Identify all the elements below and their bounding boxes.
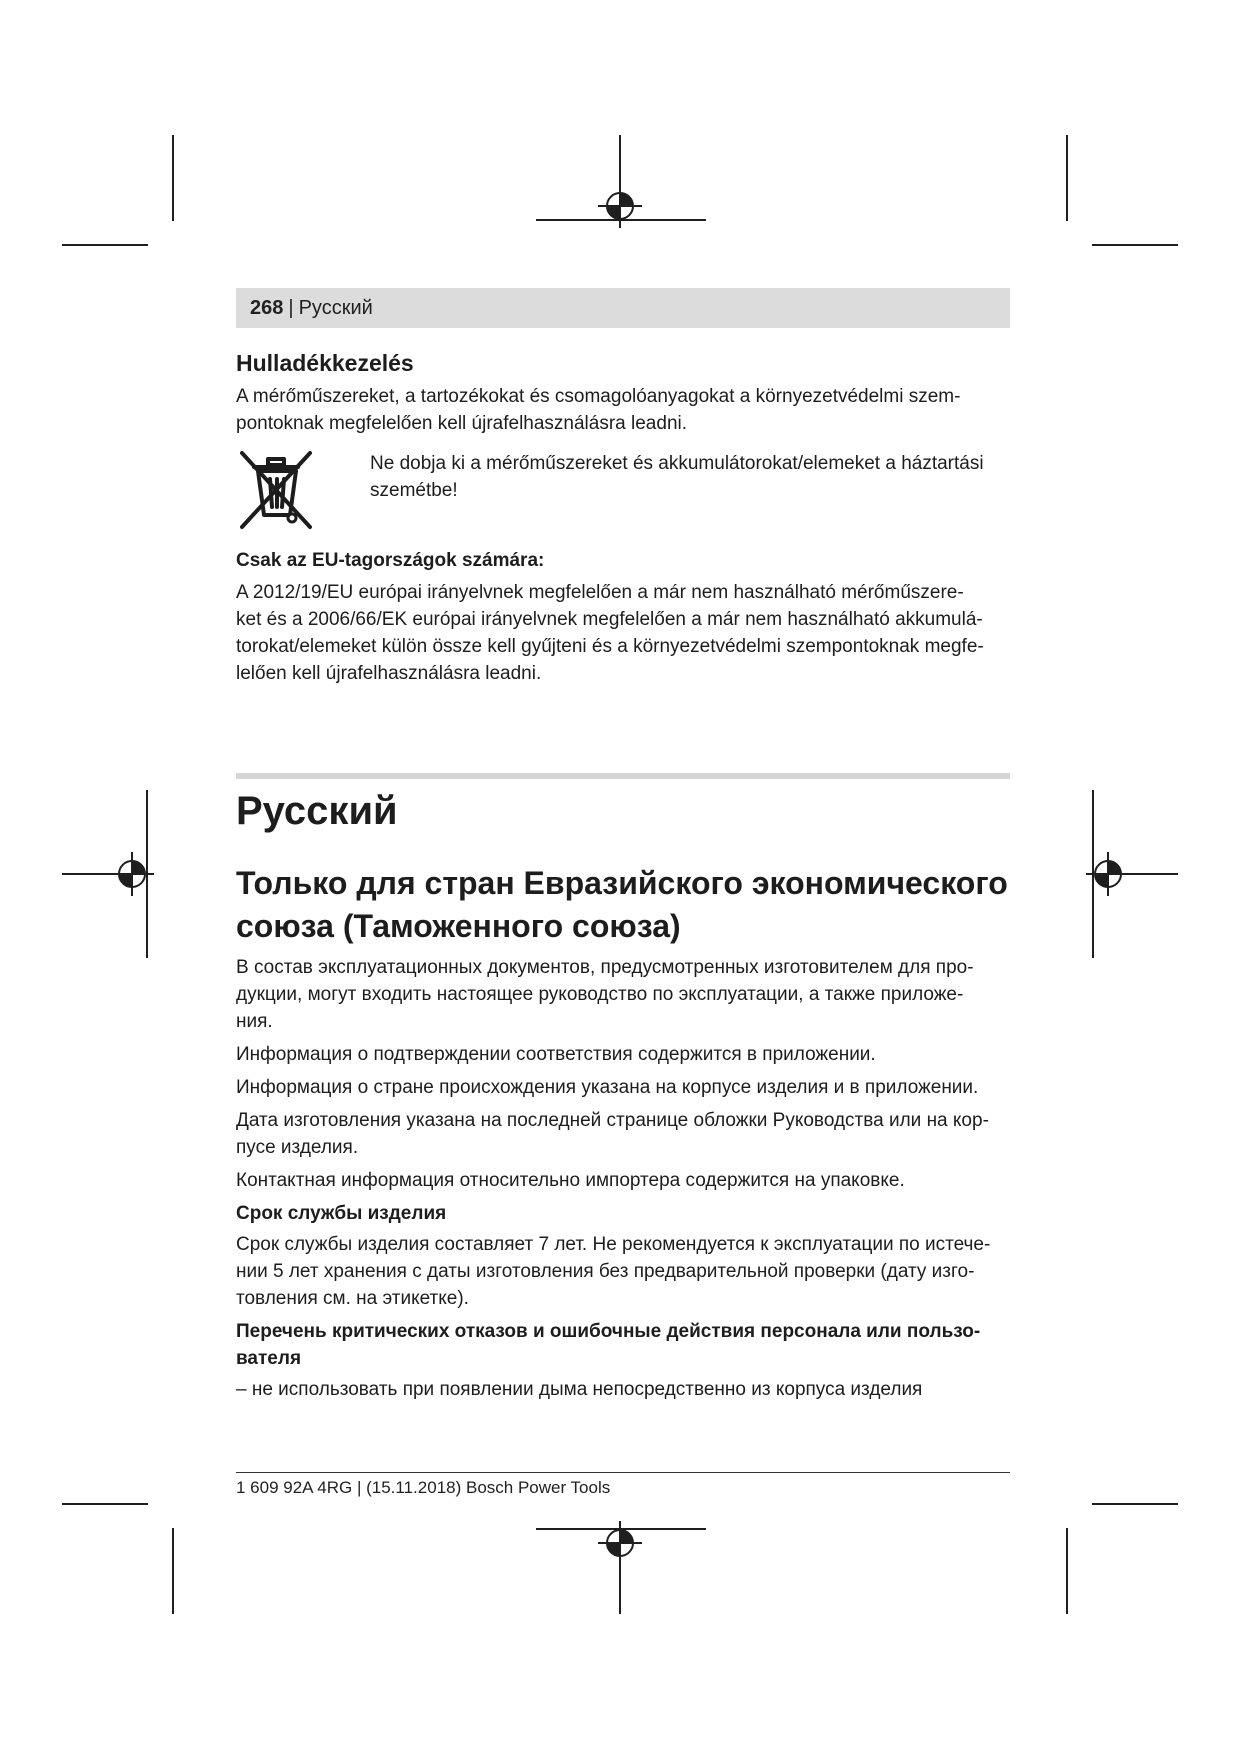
failures-heading-line: Перечень критических отказов и ошибочные действия персонала или пользо- bbox=[236, 1321, 981, 1342]
waste-text-line: pontoknak megfelelően kell újrafelhasználásra leadni. bbox=[236, 413, 688, 434]
date-paragraph bbox=[236, 1107, 1010, 1161]
bin-warning bbox=[236, 447, 1010, 533]
eu-text-line: lelően kell újrafelhasználásra leadni. bbox=[236, 663, 542, 684]
waste-heading: Hulladékkezelés bbox=[236, 350, 414, 376]
eu-section bbox=[236, 547, 1010, 687]
page-header bbox=[236, 288, 1010, 328]
registration-target-icon bbox=[110, 852, 154, 896]
eu-heading: Csak az EU-tagországok számára: bbox=[236, 550, 545, 571]
crop-mark bbox=[1092, 244, 1178, 246]
section-divider bbox=[236, 773, 1010, 779]
service-life-line: Срок службы изделия составляет 7 лет. Не рекомендуется к эксплуатации по истече- bbox=[236, 1234, 991, 1255]
waste-text-line: A mérőműszereket, a tartozékokat és csomagolóanyagokat a környezetvédelmi szem- bbox=[236, 386, 961, 407]
service-life-line: нии 5 лет хранения с даты изготовления без предварительной проверки (дату изго- bbox=[236, 1261, 975, 1282]
header-separator: | bbox=[288, 296, 294, 319]
header-section-label: Русский bbox=[298, 296, 373, 319]
footer-text: 1 609 92A 4RG | (15.11.2018) Bosch Power Tools bbox=[236, 1478, 611, 1497]
bin-warning-line: Ne dobja ki a mérőműszereket és akkumulátorokat/elemeket a háztartási bbox=[370, 453, 984, 474]
intro-line: дукции, могут входить настоящее руководство по эксплуатации, а также приложе- bbox=[236, 984, 964, 1005]
failures-heading bbox=[236, 1318, 1010, 1372]
bin-warning-line: szemétbe! bbox=[370, 480, 458, 501]
crop-mark bbox=[62, 1503, 148, 1505]
waste-section bbox=[236, 349, 1010, 437]
subtitle-line: Только для стран Евразийского экономического bbox=[236, 865, 1008, 901]
failure-list-item: – не использовать при появлении дыма непосредственно из корпуса изделия bbox=[236, 1379, 923, 1400]
russian-body bbox=[236, 954, 1010, 1409]
eu-text-line: ket és a 2006/66/EK európai irányelvnek megfelelően a már nem használható akkumulá- bbox=[236, 609, 983, 630]
eu-text-line: A 2012/19/EU európai irányelvnek megfelelően a már nem használható mérőműszere- bbox=[236, 582, 964, 603]
service-life-paragraph bbox=[236, 1231, 1010, 1312]
failures-heading-line: вателя bbox=[236, 1348, 302, 1369]
subtitle-line: союза (Таможенного союза) bbox=[236, 908, 681, 944]
crop-mark bbox=[172, 1528, 174, 1614]
crossed-out-wheelie-bin-icon bbox=[236, 447, 316, 531]
conformity-paragraph: Информация о подтверждении соответствия содержится в приложении. bbox=[236, 1044, 876, 1065]
registration-target-icon bbox=[598, 1521, 642, 1565]
registration-target-icon bbox=[1086, 852, 1130, 896]
page-number: 268 bbox=[250, 296, 284, 319]
section-subtitle bbox=[236, 862, 1010, 948]
crop-mark bbox=[172, 135, 174, 221]
origin-paragraph: Информация о стране происхождения указана на корпусе изделия и в приложении. bbox=[236, 1077, 979, 1098]
importer-paragraph: Контактная информация относительно импортера содержится на упаковке. bbox=[236, 1170, 905, 1191]
intro-paragraph bbox=[236, 954, 1010, 1035]
section-title: Русский bbox=[236, 789, 398, 833]
date-line: Дата изготовления указана на последней странице обложки Руководства или на кор- bbox=[236, 1110, 989, 1131]
eu-text-line: torokat/elemeket külön össze kell gyűjteni és a környezetvédelmi szempontoknak megfe- bbox=[236, 636, 984, 657]
crop-mark bbox=[1066, 135, 1068, 221]
service-life-line: товления см. на этикетке). bbox=[236, 1288, 469, 1309]
intro-line: ния. bbox=[236, 1011, 273, 1032]
footer-rule bbox=[236, 1472, 1010, 1473]
crop-mark bbox=[62, 244, 148, 246]
date-line: пусе изделия. bbox=[236, 1137, 359, 1158]
crop-mark bbox=[1092, 1503, 1178, 1505]
crop-mark bbox=[1066, 1528, 1068, 1614]
service-life-heading: Срок службы изделия bbox=[236, 1203, 447, 1224]
registration-target-icon bbox=[598, 184, 642, 228]
intro-line: В состав эксплуатационных документов, предусмотренных изготовителем для про- bbox=[236, 957, 974, 978]
